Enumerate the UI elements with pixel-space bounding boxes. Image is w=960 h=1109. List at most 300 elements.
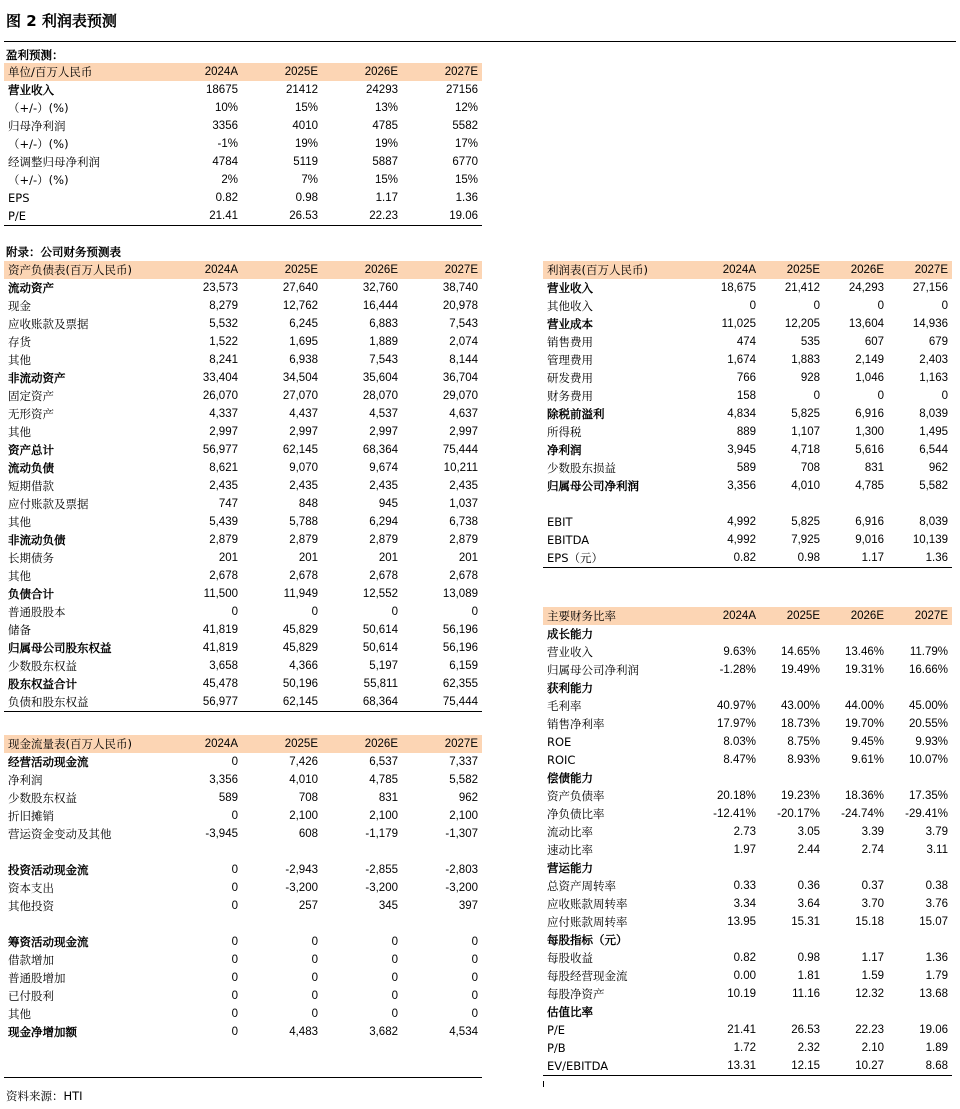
value-cell: 3.39	[861, 826, 884, 838]
value-cell: 0	[231, 864, 238, 876]
value-cell: 0	[813, 300, 820, 312]
row-label: （+/-）(%)	[8, 137, 69, 151]
value-cell: 4785	[372, 120, 398, 132]
value-cell: 0	[391, 1008, 398, 1020]
row-label: 资本支出	[8, 881, 54, 895]
table-row	[4, 315, 482, 333]
row-label: 每股指标（元）	[547, 933, 628, 947]
value-cell: 9.45%	[851, 736, 884, 748]
value-cell: 848	[298, 498, 318, 510]
value-cell: 0	[231, 900, 238, 912]
value-cell: 962	[458, 792, 478, 804]
value-cell: 0	[391, 990, 398, 1002]
row-label: 每股净资产	[547, 987, 605, 1001]
table-row	[4, 495, 482, 513]
value-cell: 41,819	[202, 624, 238, 636]
value-cell: 4,785	[855, 480, 884, 492]
value-cell: 5,616	[855, 444, 884, 456]
value-cell: 6,544	[919, 444, 948, 456]
value-cell: 33,404	[202, 372, 238, 384]
value-cell: 13,089	[442, 588, 478, 600]
table-row	[4, 423, 482, 441]
value-cell: 19.06	[919, 1024, 948, 1036]
row-label: 非流动资产	[8, 371, 66, 385]
empty-cell	[402, 915, 482, 933]
row-label: 总资产周转率	[547, 879, 616, 893]
blank-row	[4, 843, 482, 861]
value-cell: 8.68	[888, 1057, 952, 1076]
header-year-cell: 2027E	[402, 735, 482, 753]
value-cell: 0	[231, 606, 238, 618]
table-row	[4, 99, 482, 117]
table-row	[4, 153, 482, 171]
value-cell: -1,307	[445, 828, 478, 840]
table-row	[543, 787, 952, 805]
value-cell: 1.89	[925, 1042, 948, 1054]
table-row	[543, 549, 952, 568]
value-cell: 9.63%	[723, 646, 756, 658]
value-cell: 20.18%	[716, 790, 756, 802]
value-cell: 1.97	[733, 844, 756, 856]
value-cell: 0	[471, 954, 478, 966]
value-cell: 1.17	[861, 952, 884, 964]
value-cell: 68,364	[322, 693, 402, 712]
table-bottom-rule	[543, 1081, 544, 1087]
value-cell: 1,674	[727, 354, 756, 366]
row-label: P/E	[547, 1023, 566, 1037]
value-cell: 0	[941, 300, 948, 312]
value-cell: 3,356	[209, 774, 238, 786]
value-cell: 6,245	[289, 318, 318, 330]
value-cell: 14,936	[912, 318, 948, 330]
value-cell: 0	[471, 606, 478, 618]
value-cell: 2,997	[289, 426, 318, 438]
value-cell: 2,997	[449, 426, 478, 438]
value-cell: 0.98	[797, 952, 820, 964]
header-year-cell: 2027E	[888, 607, 952, 625]
table-row	[543, 513, 952, 531]
value-cell: 0	[471, 936, 478, 948]
value-cell: -2,855	[365, 864, 398, 876]
value-cell: 3.11	[926, 844, 948, 856]
value-cell: 2,678	[449, 570, 478, 582]
table-row	[4, 771, 482, 789]
value-cell: 21.41	[162, 207, 242, 226]
value-cell: 45,829	[282, 624, 318, 636]
table-row	[4, 951, 482, 969]
value-cell	[888, 679, 952, 697]
header-year-cell: 2027E	[402, 261, 482, 279]
row-label: 负债和股东权益	[4, 693, 162, 712]
table-row	[4, 207, 482, 226]
value-cell: 15%	[374, 174, 398, 186]
row-label: 其他	[8, 569, 31, 583]
value-cell: 11,500	[203, 588, 238, 600]
value-cell: 945	[378, 498, 398, 510]
table-row	[543, 477, 952, 495]
value-cell: -24.74%	[841, 808, 884, 820]
value-cell: 3,356	[727, 480, 756, 492]
table-row	[4, 279, 482, 297]
value-cell: 7,543	[449, 318, 478, 330]
value-cell: 19.49%	[780, 664, 820, 676]
value-cell: 2,100	[289, 810, 318, 822]
value-cell: 18.73%	[780, 718, 820, 730]
value-cell: 0	[391, 606, 398, 618]
header-label-cell: 主要财务比率	[543, 607, 696, 625]
value-cell: 6,916	[855, 516, 884, 528]
value-cell: 0.98	[295, 192, 318, 204]
row-label: 营业收入	[547, 281, 593, 295]
value-cell: 12,552	[362, 588, 398, 600]
value-cell: 17.97%	[716, 718, 756, 730]
value-cell: 56,196	[442, 624, 478, 636]
empty-cell	[242, 915, 322, 933]
row-label: 营业成本	[547, 317, 593, 331]
value-cell	[824, 625, 888, 643]
value-cell: 55,811	[363, 678, 398, 690]
value-cell: 19%	[374, 138, 398, 150]
cash-flow-table	[4, 735, 482, 1078]
value-cell: 1,889	[369, 336, 398, 348]
row-label: 净负债比率	[547, 807, 605, 821]
value-cell: 1,300	[855, 426, 884, 438]
row-label: 股东权益合计	[8, 677, 77, 691]
row-label: 长期债务	[8, 551, 54, 565]
row-label: 负债合计	[8, 587, 54, 601]
value-cell: 28,070	[362, 390, 398, 402]
table-header-row	[4, 63, 482, 81]
empty-cell	[888, 495, 952, 513]
value-cell: 0	[231, 972, 238, 984]
row-label: 速动比率	[547, 843, 593, 857]
row-label: 归母净利润	[8, 119, 66, 133]
header-label-cell: 单位/百万人民币	[4, 63, 162, 81]
value-cell: 0	[471, 990, 478, 1002]
header-label-cell: 资产负债表(百万人民币)	[4, 261, 162, 279]
value-cell: 18,675	[720, 282, 756, 294]
row-label: 普通股增加	[8, 971, 66, 985]
row-label: 折旧摊销	[8, 809, 54, 823]
value-cell: 13.95	[727, 916, 756, 928]
source-note: 资料来源：HTI	[6, 1089, 83, 1103]
value-cell: 8.47%	[723, 754, 756, 766]
row-label: EPS（元）	[543, 549, 696, 568]
value-cell: 0	[311, 954, 318, 966]
row-label: 现金净增加额	[8, 1025, 77, 1039]
table-row	[4, 807, 482, 825]
value-cell: 5,788	[289, 516, 318, 528]
table-row	[543, 895, 952, 913]
value-cell: 2,100	[369, 810, 398, 822]
value-cell: 20,978	[442, 300, 478, 312]
row-label: EBIT	[547, 515, 573, 529]
value-cell: 24293	[366, 84, 398, 96]
row-label: 营业收入	[547, 645, 593, 659]
value-cell: 13.46%	[844, 646, 884, 658]
value-cell: 6770	[452, 156, 478, 168]
row-label: 非流动负债	[8, 533, 66, 547]
table-row	[543, 643, 952, 661]
table-row	[543, 661, 952, 679]
value-cell: 889	[736, 426, 756, 438]
value-cell: 1,046	[855, 372, 884, 384]
profit-forecast-label: 盈利预测：	[6, 48, 64, 62]
value-cell: 2,435	[449, 480, 478, 492]
value-cell: 29,070	[442, 390, 478, 402]
value-cell: 1,695	[289, 336, 318, 348]
value-cell: -29.41%	[905, 808, 948, 820]
table-row	[543, 697, 952, 715]
value-cell: 589	[736, 462, 756, 474]
row-label: （+/-）(%)	[8, 101, 69, 115]
row-label: 获利能力	[547, 681, 593, 695]
value-cell: 589	[218, 792, 238, 804]
empty-cell	[322, 1059, 402, 1078]
value-cell: 6,916	[855, 408, 884, 420]
value-cell: 1.59	[861, 970, 884, 982]
value-cell: 75,444	[402, 693, 482, 712]
table-row	[543, 751, 952, 769]
value-cell: 12.32	[855, 988, 884, 1000]
value-cell	[760, 679, 824, 697]
value-cell: 9,070	[289, 462, 318, 474]
row-label: 资产负债率	[547, 789, 605, 803]
header-year-cell: 2025E	[760, 607, 824, 625]
table-row	[4, 189, 482, 207]
table-row	[4, 441, 482, 459]
value-cell: 0.33	[733, 880, 756, 892]
value-cell: 8,241	[209, 354, 238, 366]
value-cell: 1.36	[925, 952, 948, 964]
table-row	[543, 1003, 952, 1021]
table-row	[4, 639, 482, 657]
value-cell: 0.82	[733, 952, 756, 964]
value-cell: 0.00	[733, 970, 756, 982]
value-cell: 17.35%	[908, 790, 948, 802]
value-cell: -1%	[217, 138, 238, 150]
table-row	[543, 441, 952, 459]
header-label-cell: 利润表(百万人民币)	[543, 261, 696, 279]
value-cell: 2,678	[209, 570, 238, 582]
value-cell: 0	[877, 300, 884, 312]
table-row	[4, 789, 482, 807]
value-cell: 26.53	[242, 207, 322, 226]
value-cell: 3.05	[797, 826, 820, 838]
header-year-cell: 2024A	[696, 261, 760, 279]
value-cell: 679	[928, 336, 948, 348]
value-cell: 18675	[206, 84, 238, 96]
value-cell: 0	[391, 936, 398, 948]
value-cell: 27156	[446, 84, 478, 96]
value-cell	[696, 679, 760, 697]
empty-cell	[402, 843, 482, 861]
value-cell: 6,938	[289, 354, 318, 366]
table-row	[543, 315, 952, 333]
table-row	[543, 967, 952, 985]
value-cell: 831	[378, 792, 398, 804]
value-cell: -2,943	[285, 864, 318, 876]
profit-forecast-table	[4, 63, 482, 226]
table-row	[543, 333, 952, 351]
value-cell: 2,435	[369, 480, 398, 492]
table-row	[543, 369, 952, 387]
row-label: EPS	[8, 191, 30, 205]
value-cell	[760, 625, 824, 643]
value-cell: -3,200	[365, 882, 398, 894]
value-cell: 35,604	[362, 372, 398, 384]
value-cell: 1,495	[919, 426, 948, 438]
value-cell: 2,435	[209, 480, 238, 492]
value-cell: 4,534	[449, 1026, 478, 1038]
row-label: 其他收入	[547, 299, 593, 313]
table-row	[543, 459, 952, 477]
value-cell: 62,145	[242, 693, 322, 712]
value-cell: 2,149	[855, 354, 884, 366]
table-row	[4, 351, 482, 369]
value-cell: 3.64	[797, 898, 820, 910]
row-label: 应收账款周转率	[547, 897, 628, 911]
value-cell: 2,879	[209, 534, 238, 546]
table-row	[543, 877, 952, 895]
value-cell: 708	[800, 462, 820, 474]
empty-cell	[543, 495, 696, 513]
row-label: 销售净利率	[547, 717, 605, 731]
value-cell	[824, 1003, 888, 1021]
header-label-cell: 现金流量表(百万人民币)	[4, 735, 162, 753]
row-label: 资产总计	[8, 443, 54, 457]
value-cell: 19.06	[402, 207, 482, 226]
value-cell: 41,819	[202, 642, 238, 654]
row-label: 已付股利	[8, 989, 54, 1003]
value-cell: 26.53	[791, 1024, 820, 1036]
table-header-row	[543, 261, 952, 279]
empty-cell	[4, 915, 162, 933]
blank-row	[543, 495, 952, 513]
value-cell: 4,834	[727, 408, 756, 420]
table-row	[4, 135, 482, 153]
table-row	[4, 933, 482, 951]
empty-cell	[402, 1059, 482, 1078]
balance-sheet-table	[4, 261, 482, 712]
value-cell: 607	[864, 336, 884, 348]
table-row	[4, 603, 482, 621]
value-cell	[888, 625, 952, 643]
value-cell: 2,997	[209, 426, 238, 438]
value-cell	[696, 769, 760, 787]
value-cell: 8,039	[919, 516, 948, 528]
value-cell: 474	[736, 336, 756, 348]
table-row	[4, 861, 482, 879]
value-cell: 8,039	[919, 408, 948, 420]
value-cell: -1.28%	[719, 664, 756, 676]
value-cell	[824, 769, 888, 787]
value-cell: 0	[749, 300, 756, 312]
value-cell: 19.23%	[780, 790, 820, 802]
row-label: 经调整归母净利润	[8, 155, 100, 169]
table-row	[4, 405, 482, 423]
row-label: 流动负债	[8, 461, 54, 475]
table-row	[4, 897, 482, 915]
value-cell: 11,025	[721, 318, 756, 330]
value-cell: 0	[231, 936, 238, 948]
value-cell: 1.81	[797, 970, 820, 982]
value-cell	[696, 625, 760, 643]
table-row	[543, 913, 952, 931]
value-cell: 3.79	[925, 826, 948, 838]
row-label: 净利润	[547, 443, 582, 457]
table-row	[4, 621, 482, 639]
empty-cell	[242, 843, 322, 861]
value-cell: 1.72	[733, 1042, 756, 1054]
empty-cell	[162, 915, 242, 933]
value-cell: 4010	[292, 120, 318, 132]
value-cell: 345	[378, 900, 398, 912]
value-cell: 8.75%	[787, 736, 820, 748]
value-cell: 16,444	[362, 300, 398, 312]
row-label: 现金	[8, 299, 31, 313]
empty-cell	[322, 843, 402, 861]
value-cell: 2,879	[289, 534, 318, 546]
empty-cell	[824, 495, 888, 513]
value-cell: 7,337	[449, 756, 478, 768]
value-cell: 3,945	[727, 444, 756, 456]
value-cell: 2,678	[369, 570, 398, 582]
header-year-cell: 2025E	[242, 261, 322, 279]
value-cell: 0	[941, 390, 948, 402]
value-cell: 8.03%	[723, 736, 756, 748]
value-cell: 12,762	[282, 300, 318, 312]
value-cell: 1.17	[375, 192, 398, 204]
table-row	[4, 1023, 482, 1041]
value-cell: 21.41	[727, 1024, 756, 1036]
value-cell: 10.07%	[908, 754, 948, 766]
blank-row	[4, 1059, 482, 1078]
value-cell: 11.79%	[909, 646, 948, 658]
value-cell: 0.38	[925, 880, 948, 892]
value-cell: 45,829	[282, 642, 318, 654]
value-cell: 0	[877, 390, 884, 402]
table-row	[4, 675, 482, 693]
table-row	[543, 625, 952, 643]
value-cell: 13.68	[919, 988, 948, 1000]
table-row	[4, 879, 482, 897]
value-cell: 45,478	[202, 678, 238, 690]
empty-cell	[162, 1041, 242, 1059]
header-year-cell: 2027E	[888, 261, 952, 279]
value-cell: 4,010	[289, 774, 318, 786]
value-cell: 3,658	[209, 660, 238, 672]
value-cell: 44.00%	[844, 700, 884, 712]
value-cell: 22.23	[322, 207, 402, 226]
value-cell: 0.82	[696, 549, 760, 568]
value-cell: 50,196	[282, 678, 318, 690]
table-row	[543, 1057, 952, 1076]
value-cell: -3,200	[445, 882, 478, 894]
value-cell: 5,825	[791, 516, 820, 528]
row-label: 偿债能力	[547, 771, 593, 785]
value-cell: 56,977	[162, 693, 242, 712]
row-label: 固定资产	[8, 389, 54, 403]
value-cell: 43.00%	[780, 700, 820, 712]
table-row	[4, 81, 482, 99]
value-cell: 5582	[452, 120, 478, 132]
value-cell: 15%	[454, 174, 478, 186]
header-year-cell: 2024A	[162, 261, 242, 279]
row-label: 投资活动现金流	[8, 863, 89, 877]
value-cell: 10%	[214, 102, 238, 114]
value-cell: -2,803	[445, 864, 478, 876]
